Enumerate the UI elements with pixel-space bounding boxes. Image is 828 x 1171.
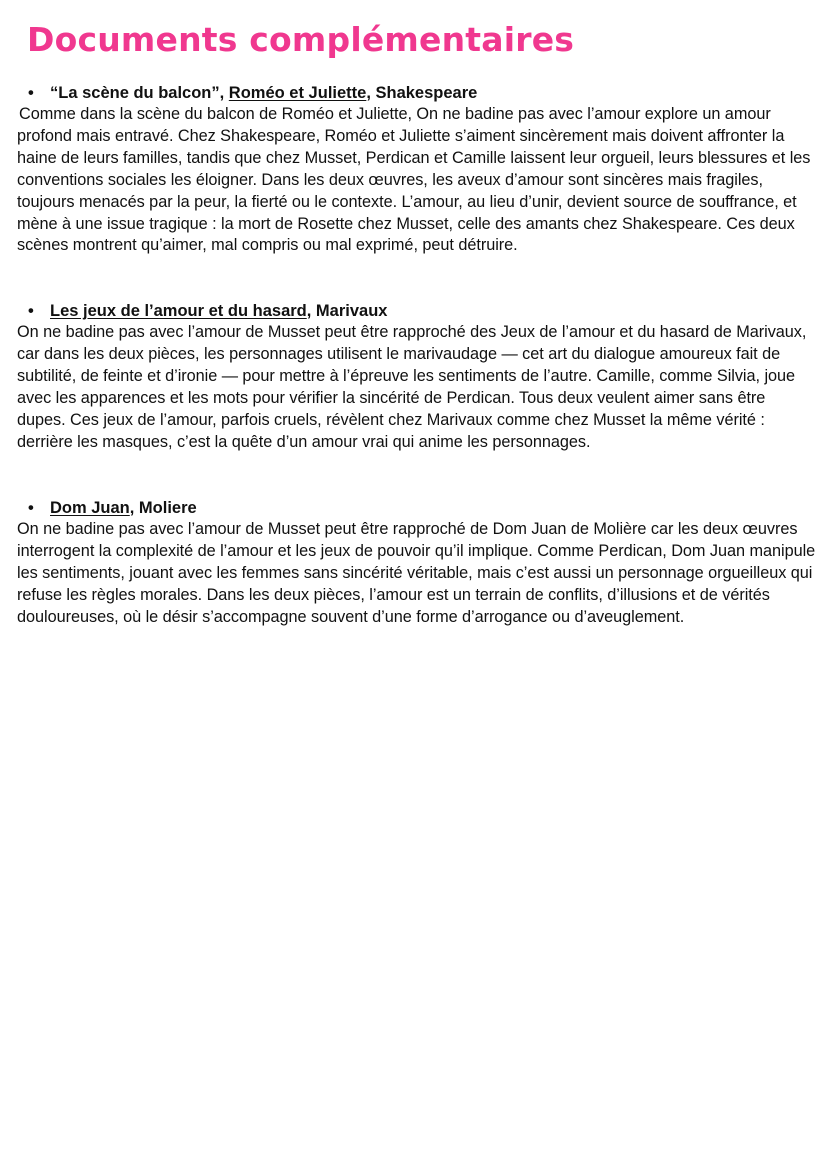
- heading-author: , Shakespeare: [366, 84, 478, 102]
- heading-author: , Moliere: [129, 499, 197, 517]
- section-body: On ne badine pas avec l’amour de Musset peut être rapproché des Jeux de l’amour et du hasard de Marivaux, car dans les deux pièces, les personnages utilisent le marivaudage — cet art du dialogue amoureux fait de subtilité, de feinte et d’ironie — pour mettre à l’épreuve les sentiments de l’autre. Camille, comme Silvia, joue avec les apparences et les mots pour vérifier la sincérité de Perdican. Tous deux veulent aimer sans être dupes. Ces jeux de l’amour, parfois cruels, révèlent chez Marivaux comme chez Musset la même vérité : derrière les masques, c’est la quête d’un amour vrai qui anime les personnages.: [17, 323, 807, 451]
- section-heading: [17, 497, 817, 519]
- page-title: Documents complémentaires: [27, 20, 575, 59]
- heading-work-title: Dom Juan: [50, 499, 130, 517]
- section-body: On ne badine pas avec l’amour de Musset peut être rapproché de Dom Juan de Molière car les deux œuvres interrogent la complexité de l’amour et les jeux de pouvoir qu’il implique. Comme Perdican, Dom Juan manipule les sentiments, jouant avec les femmes sans sincérité véritable, mais c’est aussi un personnage orgueilleux qui refuse les règles morales. Dans les deux pièces, l’amour est un terrain de conflits, d’illusions et de vérités douloureuses, où le désir s’accompagne souvent d’une forme d’arrogance ou d’aveuglement.: [17, 520, 816, 626]
- bullet-icon: •: [28, 84, 34, 102]
- heading-work-title: Roméo et Juliette: [228, 84, 367, 102]
- section-body: Comme dans la scène du balcon de Roméo et Juliette, On ne badine pas avec l’amour explore un amour profond mais entravé. Chez Shakespeare, Roméo et Juliette s’aiment sincèrement mais doivent affronter la haine de leurs familles, tandis que chez Musset, Perdican et Camille laissent leur orgueil, leurs blessures et les conventions sociales les éloigner. Dans les deux œuvres, les aveux d’amour sont sincères mais fragiles, toujours menacés par la peur, la fierté ou le contexte. L’amour, au lieu d’unir, devient source de souffrance, et mène à une issue tragique : la mort de Rosette chez Musset, celle des amants chez Shakespeare. Ces deux scènes montrent qu’aimer, mal compris ou mal exprimé, peut détruire.: [17, 105, 811, 255]
- heading-author: , Marivaux: [306, 302, 388, 320]
- section-marivaux: [17, 300, 817, 453]
- section-romeo-juliette: [17, 82, 817, 257]
- heading-work-title: Les jeux de l’amour et du hasard: [50, 302, 307, 320]
- section-heading: [17, 82, 817, 104]
- section-heading: [17, 300, 817, 322]
- heading-quote: “La scène du balcon”,: [50, 84, 229, 102]
- bullet-icon: •: [28, 499, 34, 517]
- section-dom-juan: [17, 497, 817, 629]
- bullet-icon: •: [28, 302, 34, 320]
